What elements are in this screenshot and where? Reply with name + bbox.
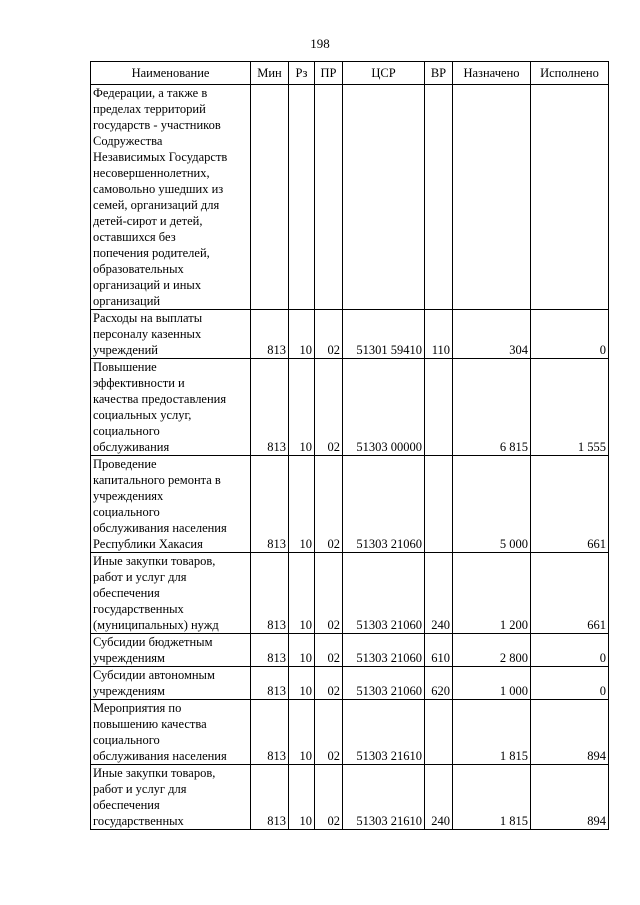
row-pr: 02 — [315, 765, 343, 830]
row-assigned: 2 800 — [453, 634, 531, 667]
row-vr — [425, 456, 453, 553]
header-rz: Рз — [289, 62, 315, 85]
row-csr: 51303 21060 — [343, 553, 425, 634]
row-name: Мероприятия по повышению качества социального обслуживания населения — [91, 700, 251, 765]
row-min: 813 — [251, 667, 289, 700]
row-assigned: 1 200 — [453, 553, 531, 634]
row-csr: 51303 21610 — [343, 765, 425, 830]
row-vr: 620 — [425, 667, 453, 700]
row-name: Проведение капитального ремонта в учреждениях социального обслуживания населения Республики Хакасия — [91, 456, 251, 553]
row-name: Федерации, а также в пределах территорий государств - участников Содружества Независимых Государств несовершеннолетних, самовольно ушедших из семей, организаций для детей-сирот и детей, оставшихся без попечения родителей, образовательных организаций и иных организаций — [91, 85, 251, 310]
row-assigned: 5 000 — [453, 456, 531, 553]
table-row — [91, 85, 609, 310]
header-csr: ЦСР — [343, 62, 425, 85]
row-rz: 10 — [289, 553, 315, 634]
row-pr: 02 — [315, 553, 343, 634]
row-executed: 0 — [531, 310, 609, 359]
row-vr: 240 — [425, 765, 453, 830]
row-assigned: 6 815 — [453, 359, 531, 456]
row-name: Иные закупки товаров, работ и услуг для обеспечения государственных (муниципальных) нужд — [91, 553, 251, 634]
row-executed: 661 — [531, 456, 609, 553]
row-min: 813 — [251, 634, 289, 667]
row-pr: 02 — [315, 359, 343, 456]
row-rz: 10 — [289, 310, 315, 359]
table-row — [91, 765, 609, 830]
row-min — [251, 85, 289, 310]
header-name: Наименование — [91, 62, 251, 85]
row-vr — [425, 85, 453, 310]
row-rz: 10 — [289, 700, 315, 765]
row-min: 813 — [251, 456, 289, 553]
row-assigned: 1 000 — [453, 667, 531, 700]
row-min: 813 — [251, 310, 289, 359]
row-min: 813 — [251, 553, 289, 634]
row-executed — [531, 85, 609, 310]
row-min: 813 — [251, 700, 289, 765]
row-vr: 240 — [425, 553, 453, 634]
header-vr: ВР — [425, 62, 453, 85]
table-row — [91, 310, 609, 359]
table-header-row — [91, 62, 609, 85]
header-pr: ПР — [315, 62, 343, 85]
row-pr: 02 — [315, 667, 343, 700]
row-min: 813 — [251, 359, 289, 456]
table-row — [91, 553, 609, 634]
budget-table — [90, 61, 609, 830]
row-pr: 02 — [315, 634, 343, 667]
row-executed: 894 — [531, 765, 609, 830]
row-name: Расходы на выплаты персоналу казенных учреждений — [91, 310, 251, 359]
table-row — [91, 700, 609, 765]
row-vr — [425, 700, 453, 765]
row-assigned: 304 — [453, 310, 531, 359]
row-name: Иные закупки товаров, работ и услуг для обеспечения государственных — [91, 765, 251, 830]
row-pr: 02 — [315, 456, 343, 553]
table-row — [91, 667, 609, 700]
row-assigned: 1 815 — [453, 765, 531, 830]
row-pr: 02 — [315, 310, 343, 359]
table-row — [91, 359, 609, 456]
row-pr — [315, 85, 343, 310]
row-executed: 661 — [531, 553, 609, 634]
row-csr: 51301 59410 — [343, 310, 425, 359]
row-csr: 51303 21060 — [343, 667, 425, 700]
row-csr: 51303 00000 — [343, 359, 425, 456]
row-pr: 02 — [315, 700, 343, 765]
row-executed: 0 — [531, 634, 609, 667]
table-row — [91, 634, 609, 667]
row-rz: 10 — [289, 765, 315, 830]
row-rz — [289, 85, 315, 310]
row-vr — [425, 359, 453, 456]
row-assigned — [453, 85, 531, 310]
row-csr — [343, 85, 425, 310]
row-rz: 10 — [289, 634, 315, 667]
row-rz: 10 — [289, 359, 315, 456]
row-name: Субсидии автономным учреждениям — [91, 667, 251, 700]
table-row — [91, 456, 609, 553]
row-executed: 894 — [531, 700, 609, 765]
row-rz: 10 — [289, 456, 315, 553]
row-executed: 1 555 — [531, 359, 609, 456]
row-executed: 0 — [531, 667, 609, 700]
row-csr: 51303 21610 — [343, 700, 425, 765]
row-assigned: 1 815 — [453, 700, 531, 765]
page-number: 198 — [310, 36, 330, 51]
header-executed: Исполнено — [531, 62, 609, 85]
row-csr: 51303 21060 — [343, 634, 425, 667]
row-name: Субсидии бюджетным учреждениям — [91, 634, 251, 667]
row-name: Повышение эффективности и качества предоставления социальных услуг, социального обслуживания — [91, 359, 251, 456]
row-vr: 610 — [425, 634, 453, 667]
row-csr: 51303 21060 — [343, 456, 425, 553]
row-vr: 110 — [425, 310, 453, 359]
row-rz: 10 — [289, 667, 315, 700]
row-min: 813 — [251, 765, 289, 830]
header-min: Мин — [251, 62, 289, 85]
header-assigned: Назначено — [453, 62, 531, 85]
